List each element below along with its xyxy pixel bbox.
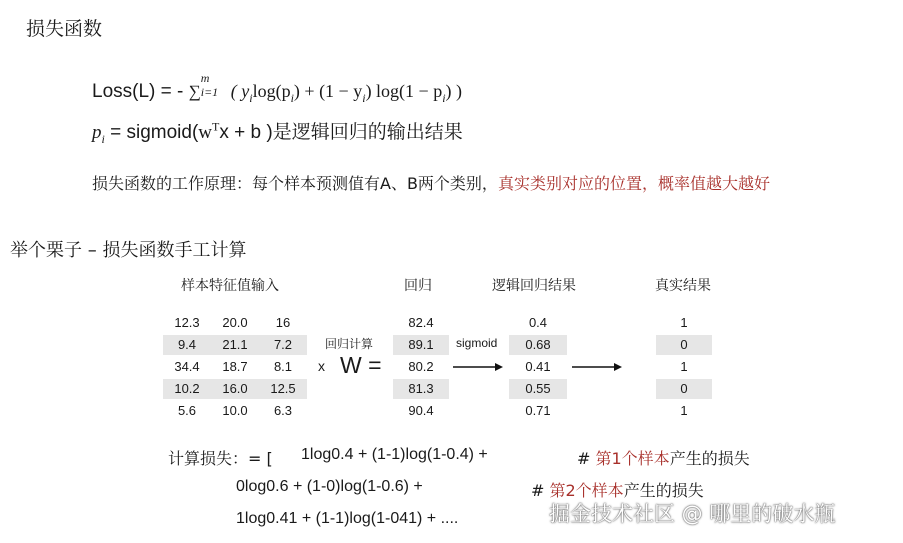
truth-cell: 1 bbox=[680, 403, 688, 418]
result-arrow bbox=[572, 363, 622, 371]
sigmoid-label: sigmoid bbox=[456, 336, 498, 350]
comment1-tail: 产生的损失 bbox=[669, 449, 750, 468]
sum-sup: m bbox=[200, 71, 210, 85]
p-w: w bbox=[198, 122, 213, 143]
term2: log(p bbox=[252, 81, 291, 101]
comment2-tail: 产生的损失 bbox=[623, 481, 704, 500]
watermark: 掘金技术社区 @ 哪里的破水瓶 bbox=[549, 502, 836, 526]
header-truth: 真实结果 bbox=[655, 278, 711, 294]
feature-cell: 8.1 bbox=[273, 359, 293, 374]
feature-cell: 10.0 bbox=[222, 403, 248, 418]
feature-cell: 18.7 bbox=[222, 359, 248, 374]
sum-sub: i=1 bbox=[200, 85, 219, 99]
p-rhs-2: x + b )是逻辑回归的输出结果 bbox=[219, 122, 463, 143]
loss-formula bbox=[92, 71, 463, 106]
feature-cell: 9.4 bbox=[177, 337, 197, 352]
feature-cell: 20.0 bbox=[222, 315, 248, 330]
logistic-cell: 0.55 bbox=[509, 379, 567, 399]
logistic-cell: 0.68 bbox=[509, 335, 567, 355]
principle-prefix: 损失函数的工作原理：每个样本预测值有A、B两个类别， bbox=[92, 174, 498, 193]
header-logistic: 逻辑回归结果 bbox=[492, 278, 576, 294]
regression-cell: 90.4 bbox=[408, 403, 434, 418]
comment2-highlight: 第2个样本 bbox=[549, 481, 624, 500]
regress-calc-label: 回归计算 bbox=[325, 337, 374, 351]
term5: ) ) bbox=[445, 81, 463, 101]
p-sub: i bbox=[101, 131, 105, 146]
feature-cell: 34.4 bbox=[174, 359, 200, 374]
feature-cell: 21.1 bbox=[222, 337, 248, 352]
times-symbol: x bbox=[318, 358, 325, 374]
truth-cell: 1 bbox=[680, 315, 688, 330]
header-regression: 回归 bbox=[404, 278, 432, 294]
regression-cell: 82.4 bbox=[408, 315, 434, 330]
feature-cell: 10.2 bbox=[174, 381, 200, 396]
term2-sub: i bbox=[290, 90, 294, 105]
regression-cell: 89.1 bbox=[393, 335, 449, 355]
p-T: T bbox=[212, 119, 220, 134]
term1-sub: i bbox=[249, 90, 253, 105]
principle-text bbox=[92, 171, 770, 194]
term4-sub: i bbox=[442, 90, 446, 105]
term3-sub: i bbox=[362, 90, 366, 105]
calc-line1-comment bbox=[577, 446, 750, 469]
sigmoid-arrow bbox=[453, 363, 503, 371]
page-title: 损失函数 bbox=[26, 18, 103, 40]
calc-line1: 1log0.4 + (1-1)log(1-0.4) + bbox=[301, 446, 488, 463]
term3: ) + (1 − y bbox=[293, 81, 363, 101]
logistic-cell: 0.41 bbox=[525, 359, 551, 374]
sum-symbol: ∑ bbox=[188, 82, 201, 101]
logistic-cell: 0.71 bbox=[525, 403, 551, 418]
feature-cell: 16 bbox=[275, 315, 291, 330]
comment1-hash: # bbox=[577, 449, 596, 468]
feature-cell: 16.0 bbox=[222, 381, 248, 396]
calc-line2: 0log0.6 + (1-0)log(1-0.6) + bbox=[236, 478, 423, 495]
p-rhs-1: = sigmoid( bbox=[104, 122, 199, 143]
truth-cell: 0 bbox=[656, 379, 712, 399]
comment2-hash: # bbox=[531, 481, 550, 500]
principle-highlight: 真实类别对应的位置，概率值越大越好 bbox=[497, 174, 770, 193]
feature-cell: 7.2 bbox=[273, 337, 293, 352]
feature-cell: 12.5 bbox=[270, 381, 296, 396]
truth-cell: 0 bbox=[656, 335, 712, 355]
feature-cell: 12.3 bbox=[174, 315, 200, 330]
regression-cell: 81.3 bbox=[393, 379, 449, 399]
term4: ) log(1 − p bbox=[365, 81, 443, 101]
truth-cell: 1 bbox=[680, 359, 688, 374]
calc-line3: 1log0.41 + (1-1)log(1-041) + .... bbox=[236, 510, 459, 527]
logistic-cell: 0.4 bbox=[528, 315, 548, 330]
example-title: 举个栗子 – 损失函数手工计算 bbox=[10, 240, 247, 261]
loss-lhs: Loss(L) = - bbox=[92, 81, 189, 102]
w-equals: W = bbox=[340, 352, 382, 378]
p-var: p bbox=[92, 122, 102, 143]
feature-cell: 5.6 bbox=[177, 403, 197, 418]
regression-cell: 80.2 bbox=[408, 359, 434, 374]
term1: ( y bbox=[230, 81, 250, 101]
calc-label: 计算损失：= [ bbox=[168, 449, 273, 468]
feature-cell: 6.3 bbox=[273, 403, 293, 418]
p-formula bbox=[92, 117, 463, 147]
header-features: 样本特征值输入 bbox=[181, 278, 279, 294]
comment1-highlight: 第1个样本 bbox=[595, 449, 670, 468]
